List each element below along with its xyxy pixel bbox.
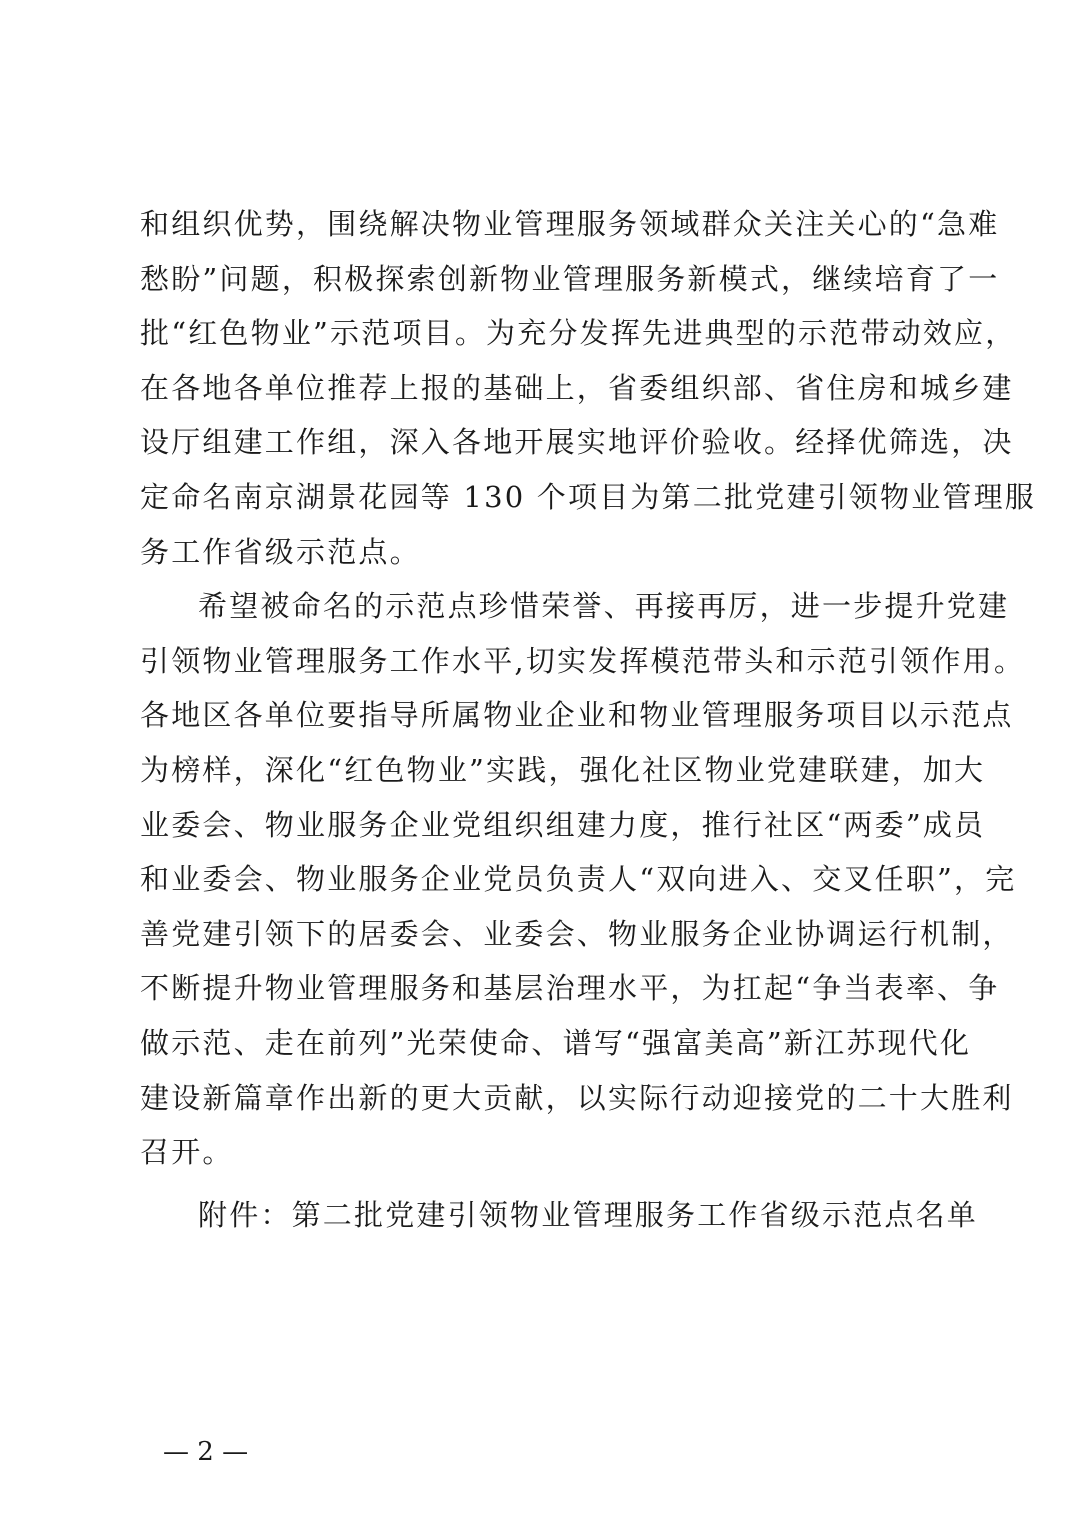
text-line: 和业委会、物业服务企业党员负责人“双向进入、交叉任职”，完 [140, 862, 1017, 897]
paragraph-2 [140, 579, 1026, 1180]
text-line: 设厅组建工作组，深入各地开展实地评价验收。经择优筛选，决 [140, 425, 1014, 460]
text-line: 业委会、物业服务企业党组织组建力度，推行社区“两委”成员 [140, 807, 986, 842]
text-line: 为榜样，深化“红色物业”实践，强化社区物业党建联建，加大 [140, 752, 986, 787]
text-line: 批“红色物业”示范项目。为充分发挥先进典型的示范带动效应， [140, 316, 1017, 351]
text-line: 定命名南京湖景花园等 130 个项目为第二批党建引领物业管理服 [140, 479, 1036, 514]
text-line: 引领物业管理服务工作水平,切实发挥模范带头和示范引领作用。 [140, 643, 1026, 678]
text-line: 善党建引领下的居委会、业委会、物业服务企业协调运行机制， [140, 916, 1014, 951]
text-line: 各地区各单位要指导所属物业企业和物业管理服务项目以示范点 [140, 698, 1014, 733]
text-line: 做示范、走在前列”光荣使命、谱写“强富美高”新江苏现代化 [140, 1025, 972, 1060]
paragraph-1 [140, 197, 1036, 579]
text-line: 希望被命名的示范点珍惜荣誉、再接再厉，进一步提升党建 [198, 589, 1010, 624]
page-number: — 2 — [163, 1437, 249, 1467]
text-line: 和组织优势，围绕解决物业管理服务领域群众关注关心的“急难 [140, 207, 1000, 241]
text-line: 在各地各单位推荐上报的基础上，省委组织部、省住房和城乡建 [140, 370, 1014, 405]
text-line: 务工作省级示范点。 [140, 534, 421, 569]
text-line: 建设新篇章作出新的更大贡献，以实际行动迎接党的二十大胜利 [140, 1080, 1014, 1115]
text-line: 不断提升物业管理服务和基层治理水平，为扛起“争当表率、争 [140, 971, 1000, 1006]
attachment-note: 附件：第二批党建引领物业管理服务工作省级示范点名单 [198, 1198, 979, 1232]
document-body [140, 197, 1036, 1180]
text-line: 愁盼”问题，积极探索创新物业管理服务新模式，继续培育了一 [140, 261, 1000, 296]
text-line: 召开。 [140, 1135, 234, 1170]
